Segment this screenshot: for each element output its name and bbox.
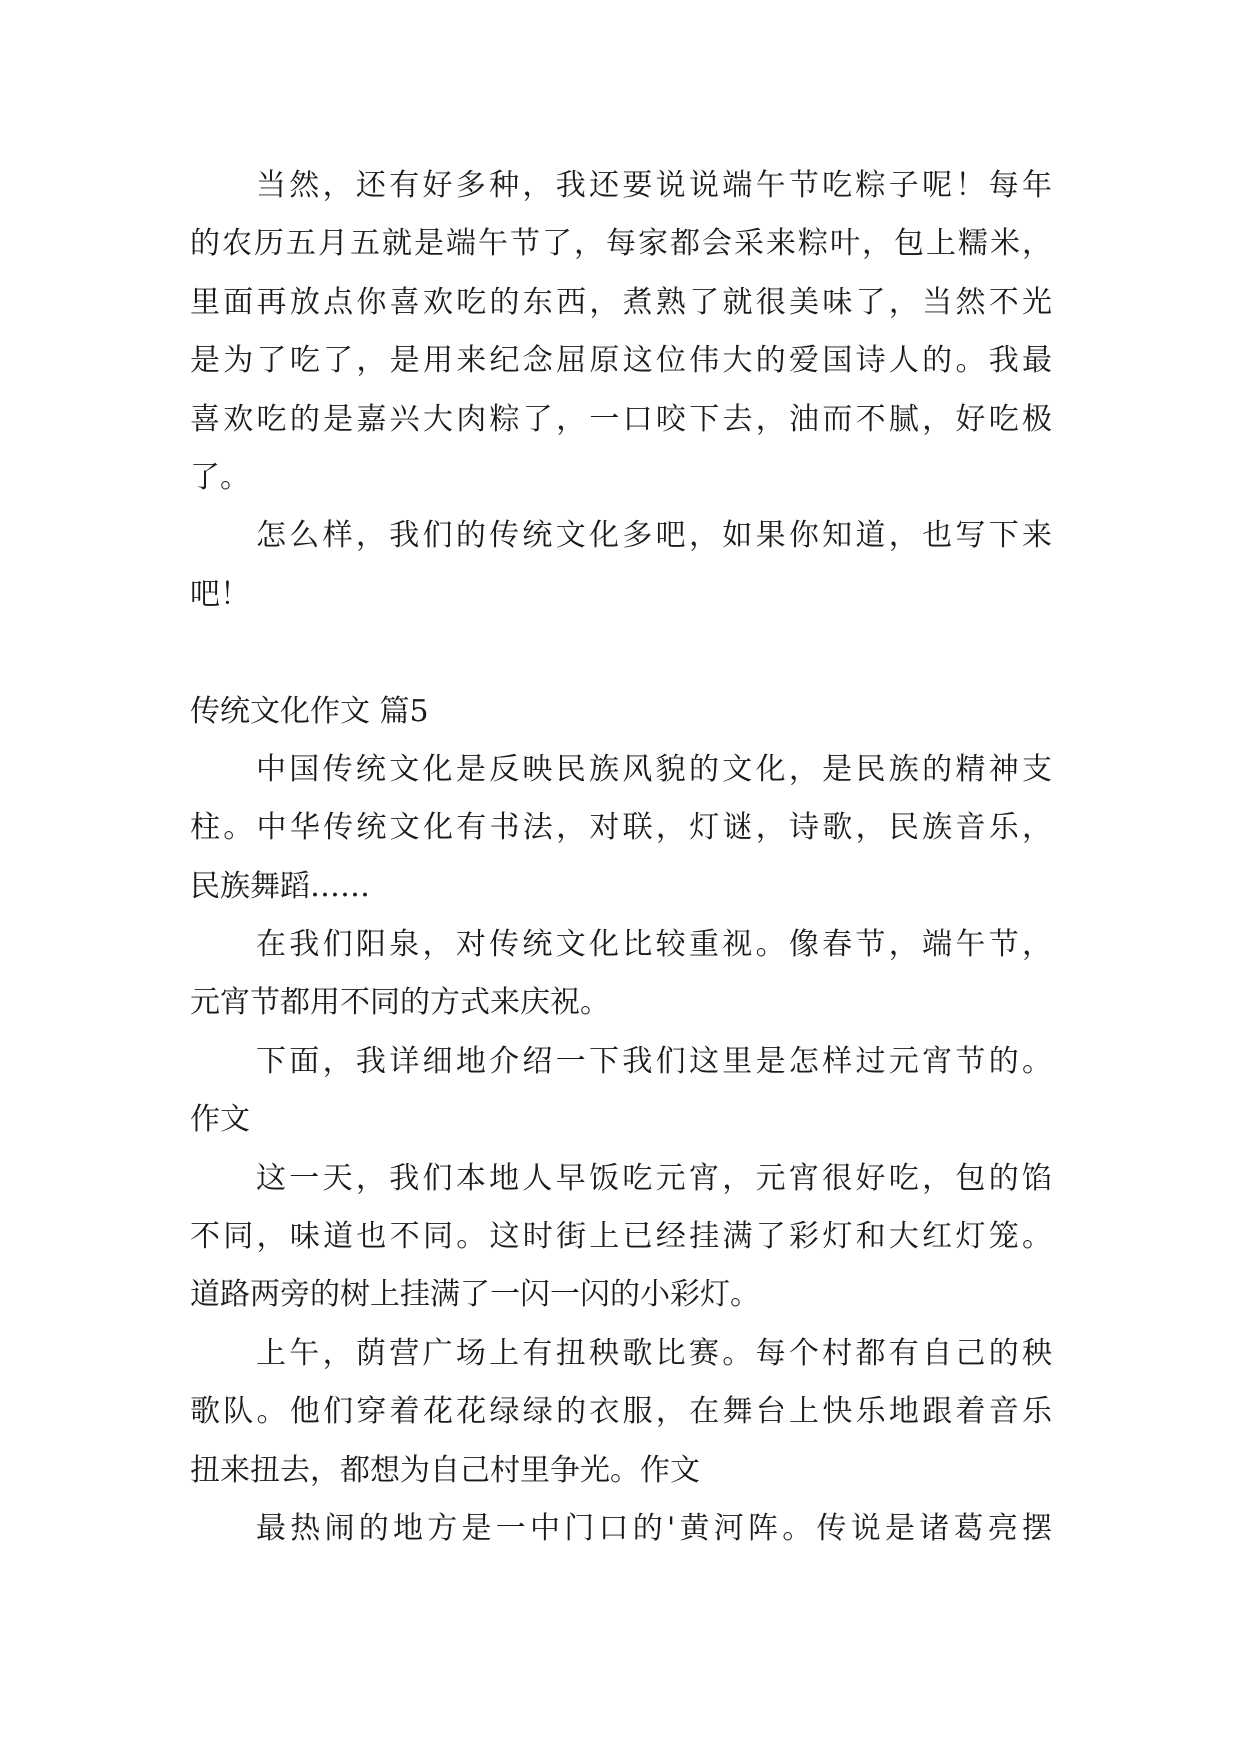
text-line: 喜欢吃的是嘉兴大肉粽了，一口咬下去，油而不腻，好吃极 [190,401,1052,437]
blank-line [190,624,1052,682]
text-line: 民族舞蹈…… [190,868,370,904]
paragraph [190,157,1052,507]
paragraph [190,1325,1052,1500]
text-line: 怎么样，我们的传统文化多吧，如果你知道，也写下来 [256,518,1052,554]
section-heading: 传统文化作文 篇5 [190,693,429,729]
text-line: 元宵节都用不同的方式来庆祝。 [190,985,610,1021]
text-line: 这一天，我们本地人早饭吃元宵，元宵很好吃，包的馅 [256,1160,1052,1196]
text-line: 道路两旁的树上挂满了一闪一闪的小彩灯。 [190,1277,760,1313]
paragraph [190,741,1052,916]
text-line: 里面再放点你喜欢吃的东西，煮熟了就很美味了，当然不光 [190,284,1052,320]
text-line: 最热闹的地方是一中门口的'黄河阵。传说是诸葛亮摆 [256,1510,1052,1546]
text-line: 在我们阳泉，对传统文化比较重视。像春节，端午节， [256,927,1052,963]
paragraph [190,507,1052,624]
text-line: 吧！ [190,576,250,612]
text-line: 下面，我详细地介绍一下我们这里是怎样过元宵节的。 [256,1043,1052,1079]
text-line: 扭来扭去，都想为自己村里争光。作文 [190,1452,700,1488]
text-line: 上午，荫营广场上有扭秧歌比赛。每个村都有自己的秧 [256,1335,1052,1371]
text-line: 中国传统文化是反映民族风貌的文化，是民族的精神支 [256,751,1052,787]
text-line: 的农历五月五就是端午节了，每家都会采来粽叶，包上糯米， [190,226,1052,262]
paragraph [190,1500,1052,1558]
paragraph [190,916,1052,1033]
text-line: 是为了吃了，是用来纪念屈原这位伟大的爱国诗人的。我最 [190,343,1052,379]
document-page [190,157,1052,1558]
text-line: 了。 [190,459,250,495]
text-line: 不同，味道也不同。这时街上已经挂满了彩灯和大红灯笼。 [190,1219,1052,1255]
text-line: 当然，还有好多种，我还要说说端午节吃粽子呢！每年 [256,168,1052,203]
text-line: 柱。中华传统文化有书法，对联，灯谜，诗歌，民族音乐， [190,810,1052,846]
text-line: 作文 [190,1102,250,1138]
text-line: 歌队。他们穿着花花绿绿的衣服，在舞台上快乐地跟着音乐 [190,1394,1052,1430]
paragraph [190,1033,1052,1150]
paragraph [190,1150,1052,1325]
